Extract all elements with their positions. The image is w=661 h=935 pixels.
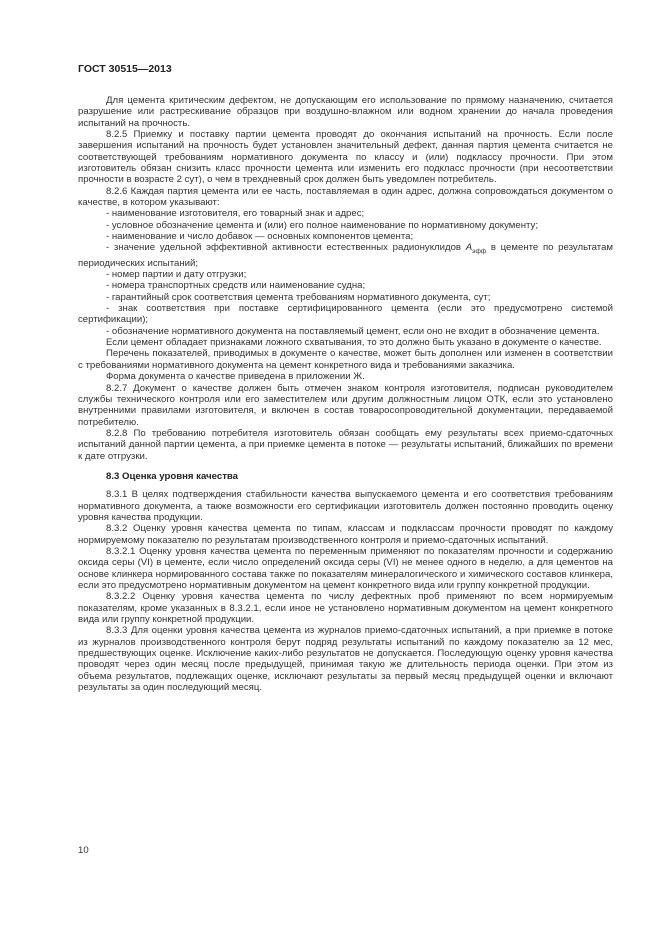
section-heading-8-3: 8.3 Оценка уровня качества xyxy=(106,470,238,482)
activity-text-after: в цементе по результатам периодических испытаний; xyxy=(78,242,613,269)
activity-subscript: эфф xyxy=(472,248,487,256)
paragraph-8-2-7: 8.2.7 Документ о качестве должен быть отмечен знаком контроля изготовителя, подписан руководителем службы технического контроля или его заместителем или другим должностным лицом ОТК, если это установлено внутренними правилами изготовителя, и включен в состав товаросопроводительной документации, передаваемой потребителю. xyxy=(78,382,613,428)
list-item-radionuclide-activity xyxy=(78,242,613,269)
document-header: ГОСТ 30515—2013 xyxy=(78,63,172,75)
list-item-transport: - номера транспортных средств или наименование судна; xyxy=(106,280,366,292)
list-item-additives: - наименование и число добавок — основных компонентов цемента; xyxy=(106,231,414,243)
document-body xyxy=(78,95,613,693)
list-item-normative-document: - обозначение нормативного документа на поставляемый цемент, если оно не входит в обозначение цемента. xyxy=(106,325,600,337)
list-item-designation: - условное обозначение цемента и (или) его полное наименование по нормативному документу; xyxy=(106,219,538,231)
paragraph-8-3-3: 8.3.3 Для оценки уровня качества цемента из журналов приемо-сдаточных испытаний, а при приемке в потоке из журналов производственного контроля берут подряд результаты испытаний по каждому показателю за 12 мес, предшествующих оценке. Исключение каких-либо результатов не допускается. Последующую оценку уровня качества проводят через один месяц после предыдущей, принимая такую же длительность периода оценки. При этом из объема результатов, подлежащих оценке, исключают результаты за первый месяц предыдущей оценки и включают результаты за один последующий месяц. xyxy=(78,625,613,694)
paragraph-8-3-2-1: 8.3.2.1 Оценку уровня качества цемента по переменным применяют по показателям прочности и содержанию оксида серы (VI) в цементе, если число определений оксида серы (VI) не менее одного в неделю, а для цементов на основе клинкера нормированного состава также по показателям минералогического и химического составов клинкера, если это предусмотрено нормативным документом на цемент конкретного вида или группу конкретной продукции. xyxy=(78,545,613,591)
paragraph-8-3-2: 8.3.2 Оценку уровня качества цемента по типам, классам и подклассам прочности проводят по каждому нормируемому показателю по результатам производственного контроля и приемо-сдаточных испытаний. xyxy=(78,523,613,546)
paragraph-8-3-1: 8.3.1 В целях подтверждения стабильности качества выпускаемого цемента и его соответствия требованиям нормативного документа, а также возможности его сертификации изготовитель должен постоянно проводить оценку уровня качества продукции. xyxy=(78,489,613,523)
paragraph-appendix-form: Форма документа о качестве приведена в приложении Ж. xyxy=(106,371,365,383)
paragraph-8-2-6: 8.2.6 Каждая партия цемента или ее часть, поставляемая в один адрес, должна сопровождаться документом о качестве, в котором указывают: xyxy=(78,185,613,209)
paragraph-8-2-8: 8.2.8 По требованию потребителя изготовитель обязан сообщать ему результаты всех приемо-сдаточных испытаний данной партии цемента, а при приемке цемента в потоке — результаты испытаний, ближайших по времени к дате отгрузки. xyxy=(78,427,613,462)
paragraph-indicator-list: Перечень показателей, приводимых в документе о качестве, может быть дополнен или изменен в соответствии с требованиями нормативного документа на цемент конкретного вида и требованиями заказчика. xyxy=(78,348,613,371)
list-item-warranty: - гарантийный срок соответствия цемента требованиям нормативного документа, сут; xyxy=(106,291,491,303)
list-item-conformity-mark: - знак соответствия при поставке сертифицированного цемента (если это предусмотрено системой сертификации); xyxy=(78,303,613,326)
paragraph-8-3-2-2: 8.3.2.2 Оценку уровня качества цемента по числу дефектных проб применяют по всем нормируемым показателям, кроме указанных в 8.3.2.1, если иное не установлено нормативным документом на цемент конкретного вида или группу конкретной продукции. xyxy=(78,591,613,626)
paragraph-8-2-5: 8.2.5 Приемку и поставку партии цемента проводят до окончания испытаний на прочность. Если после завершения испытаний на прочность будет установлен значительный дефект, данная партия цемента считается не соответствующей требованиям нормативного документа по классу и (или) подклассу прочности. При этом изготовитель обязан снизить класс прочности цемента или изменить его подкласс прочности (при несоответствии прочности в возрасте 2 сут), о чем в трехдневный срок должен быть уведомлен потребитель. xyxy=(78,129,613,186)
list-item-batch-number: - номер партии и дату отгрузки; xyxy=(106,269,247,281)
activity-symbol: A xyxy=(465,242,473,254)
paragraph-false-setting: Если цемент обладает признаками ложного схватывания, то это должно быть указано в документе о качестве. xyxy=(106,337,602,349)
page-number: 10 xyxy=(78,845,89,856)
paragraph-critical-defect: Для цемента критическим дефектом, не допускающим его использование по прямому назначению, считается разрушение или растрескивание образцов при воздушно-влажном или водном хранении до начала проведения испытаний на прочность. xyxy=(78,95,613,129)
activity-text-before: - значение удельной эффективной активности естественных радионуклидов xyxy=(106,242,466,254)
list-item-manufacturer: - наименование изготовителя, его товарный знак и адрес; xyxy=(106,208,365,220)
